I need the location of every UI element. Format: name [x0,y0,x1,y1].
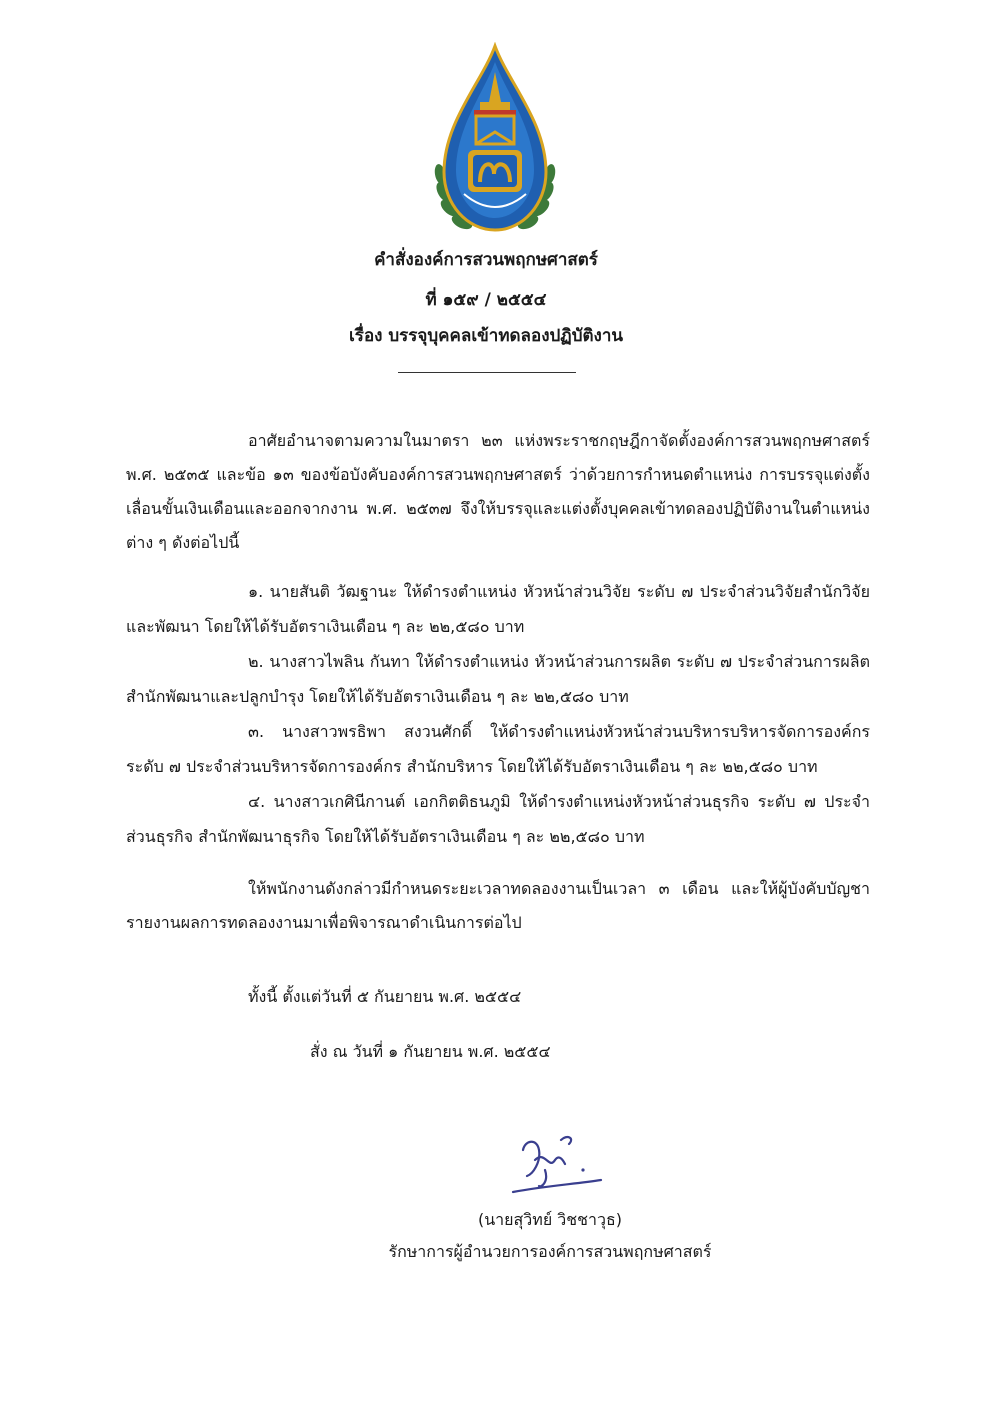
intro-paragraph: อาศัยอำนาจตามความในมาตรา ๒๓ แห่งพระราชกฤษฎีกาจัดตั้งองค์การสวนพฤกษศาสตร์ พ.ศ. ๒๕๓๕ และข้อ ๑๓ ของข้อบังคับองค์การสวนพฤกษศาสตร์ ว่าด้วยการกำหนดตำแหน่ง การบรรจุแต่งตั้ง เลื่อนขั้นเงินเดือนและออกจากงาน พ.ศ. ๒๕๓๗ จึงให้บรรจุและแต่งตั้งบุคคลเข้าทดลองปฏิบัติงานในตำแหน่งต่าง ๆ ดังต่อไปนี้ [126,431,870,552]
order-title: คำสั่งองค์การสวนพฤกษศาสตร์ [374,250,598,270]
effective-date: ทั้งนี้ ตั้งแต่วันที่ ๕ กันยายน พ.ศ. ๒๕๕๔ [248,987,522,1006]
appointment-item: ๑. นายสันติ วัฒฐานะ ให้ดำรงตำแหน่ง หัวหน้าส่วนวิจัย ระดับ ๗ ประจำส่วนวิจัยสำนักวิจัยและพัฒนา โดยให้ได้รับอัตราเงินเดือน ๆ ละ ๒๒,๕๘๐ บาท [126,582,870,636]
probation-paragraph: ให้พนักงานดังกล่าวมีกำหนดระยะเวลาทดลองงานเป็นเวลา ๓ เดือน และให้ผู้บังคับบัญชารายงานผลการทดลองงานมาเพื่อพิจารณาดำเนินการต่อไป [126,879,870,932]
signer-title: รักษาการผู้อำนวยการองค์การสวนพฤกษศาสตร์ [388,1242,712,1261]
signer-name: (นายสุวิทย์ วิชชาวุธ) [478,1210,622,1229]
order-date: สั่ง ณ วันที่ ๑ กันยายน พ.ศ. ๒๕๕๔ [310,1042,551,1061]
organization-logo-icon [428,42,562,242]
appointment-item: ๔. นางสาวเกศินีกานต์ เอกกิตติธนภูมิ ให้ดำรงตำแหน่งหัวหน้าส่วนธุรกิจ ระดับ ๗ ประจำส่วนธุรกิจ สำนักพัฒนาธุรกิจ โดยให้ได้รับอัตราเงินเดือน ๆ ละ ๒๒,๕๘๐ บาท [126,792,870,846]
order-number: ที่ ๑๕๙ / ๒๕๕๔ [425,290,547,310]
title-divider [398,372,576,373]
handwritten-signature [505,1130,605,1200]
order-subject: เรื่อง บรรจุบุคคลเข้าทดลองปฏิบัติงาน [349,326,623,346]
appointment-item: ๓. นางสาวพรธิพา สงวนศักดิ์ ให้ดำรงตำแหน่งหัวหน้าส่วนบริหารบริหารจัดการองค์กร ระดับ ๗ ประจำส่วนบริหารจัดการองค์กร สำนักบริหาร โดยให้ได้รับอัตราเงินเดือน ๆ ละ ๒๒,๕๘๐ บาท [126,722,870,776]
appointment-item: ๒. นางสาวไพลิน กันทา ให้ดำรงตำแหน่ง หัวหน้าส่วนการผลิต ระดับ ๗ ประจำส่วนการผลิต สำนักพัฒนาและปลูกบำรุง โดยให้ได้รับอัตราเงินเดือน ๆ ละ ๒๒,๕๘๐ บาท [126,652,870,706]
